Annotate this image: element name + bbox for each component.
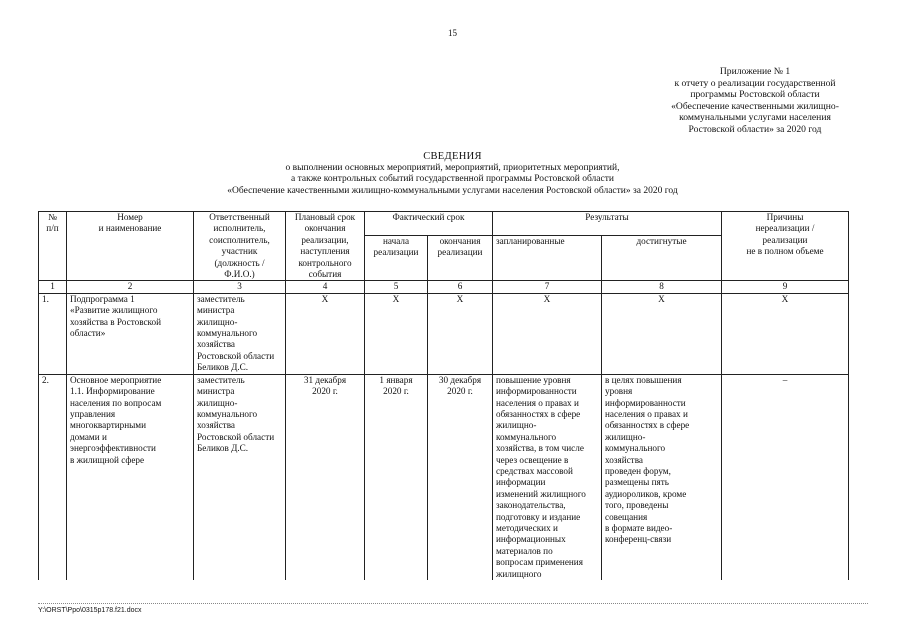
page-break-line (38, 603, 868, 604)
col-results-achieved-header: достигнутые (602, 235, 722, 281)
appendix-line: программы Ростовской области (690, 89, 820, 101)
row-results-achieved: в целях повышения уровня информированности населения о правах и обязанностях в сфере жилищно- коммунального хозяйства проведен форум, размещены пять аудиороликов, кроме того, проведены совещания в формате видео- конференц-связи (602, 374, 722, 580)
report-subtitle-line: а также контрольных событий государственной программы Ростовской области (291, 174, 614, 185)
column-number: 3 (194, 281, 286, 293)
col-responsible-header: Ответственный исполнитель, соисполнитель, участник (должность / Ф.И.О.) (194, 212, 286, 281)
col-actual-end-header: окончания реализации (428, 235, 493, 281)
row-planned-date: Х (286, 293, 365, 374)
report-title: СВЕДЕНИЯ (423, 151, 482, 162)
col-actual-header: Фактический срок (365, 212, 493, 236)
column-number: 4 (286, 281, 365, 293)
appendix-line: Ростовской области» за 2020 год (688, 123, 822, 135)
row-responsible: заместитель министра жилищно- коммунального хозяйства Ростовской области Беликов Д.С. (194, 293, 286, 374)
appendix-line: коммунальными услугами населения (679, 112, 831, 124)
table-row (39, 293, 849, 374)
row-reasons: Х (722, 293, 849, 374)
row-end-date: Х (428, 293, 493, 374)
footer-file-path: Y:\ORST\Ppo\0315p178.f21.docx (38, 607, 142, 614)
column-number: 5 (365, 281, 428, 293)
row-name: Основное мероприятие 1.1. Информирование населения по вопросам управления многоквартирными домами и энергоэффективности в жилищной сфере (67, 374, 194, 580)
col-actual-start-header: начала реализации (365, 235, 428, 281)
column-number: 8 (602, 281, 722, 293)
appendix-line: к отчету о реализации государственной (674, 77, 836, 89)
row-start-date: 1 января 2020 г. (365, 374, 428, 580)
column-number-row (39, 281, 849, 293)
row-start-date: Х (365, 293, 428, 374)
report-heading (120, 150, 785, 197)
col-results-planned-header: запланированные (493, 235, 602, 281)
report-table (38, 211, 849, 580)
row-results-planned: повышение уровня информированности населения о правах и обязанностях в сфере жилищно- коммунального хозяйства, в том числе через освещение в средствах массовой информации изменений жилищного законодательства, подготовку и издание методических и информационных материалов по вопросам применения жилищного (493, 374, 602, 580)
header-row (39, 212, 849, 236)
column-number: 9 (722, 281, 849, 293)
row-num: 2. (39, 374, 67, 580)
column-number: 2 (67, 281, 194, 293)
col-name-header: Номер и наименование (67, 212, 194, 281)
column-number: 7 (493, 281, 602, 293)
row-results-achieved: Х (602, 293, 722, 374)
row-name: Подпрограмма 1 «Развитие жилищного хозяйства в Ростовской области» (67, 293, 194, 374)
row-results-planned: Х (493, 293, 602, 374)
column-number: 6 (428, 281, 493, 293)
col-results-header: Результаты (493, 212, 722, 236)
table-row (39, 374, 849, 580)
appendix-line: «Обеспечение качественными жилищно- (671, 100, 839, 112)
row-num: 1. (39, 293, 67, 374)
row-end-date: 30 декабря 2020 г. (428, 374, 493, 580)
appendix-note (640, 66, 870, 136)
col-num-header: № п/п (39, 212, 67, 281)
col-planned-header: Плановый срок окончания реализации, наступления контрольного события (286, 212, 365, 281)
report-subtitle-line: «Обеспечение качественными жилищно-коммунальными услугами населения Ростовской области» за 2020 год (227, 185, 678, 196)
report-subtitle-line: о выполнении основных мероприятий, мероприятий, приоритетных мероприятий, (285, 163, 620, 173)
page-number: 15 (448, 28, 457, 38)
row-reasons: – (722, 374, 849, 580)
row-responsible: заместитель министра жилищно- коммунального хозяйства Ростовской области Беликов Д.С. (194, 374, 286, 580)
appendix-line: Приложение № 1 (719, 66, 791, 77)
col-reasons-header: Причины нереализации / реализации не в полном объеме (722, 212, 849, 281)
row-planned-date: 31 декабря 2020 г. (286, 374, 365, 580)
column-number: 1 (39, 281, 67, 293)
